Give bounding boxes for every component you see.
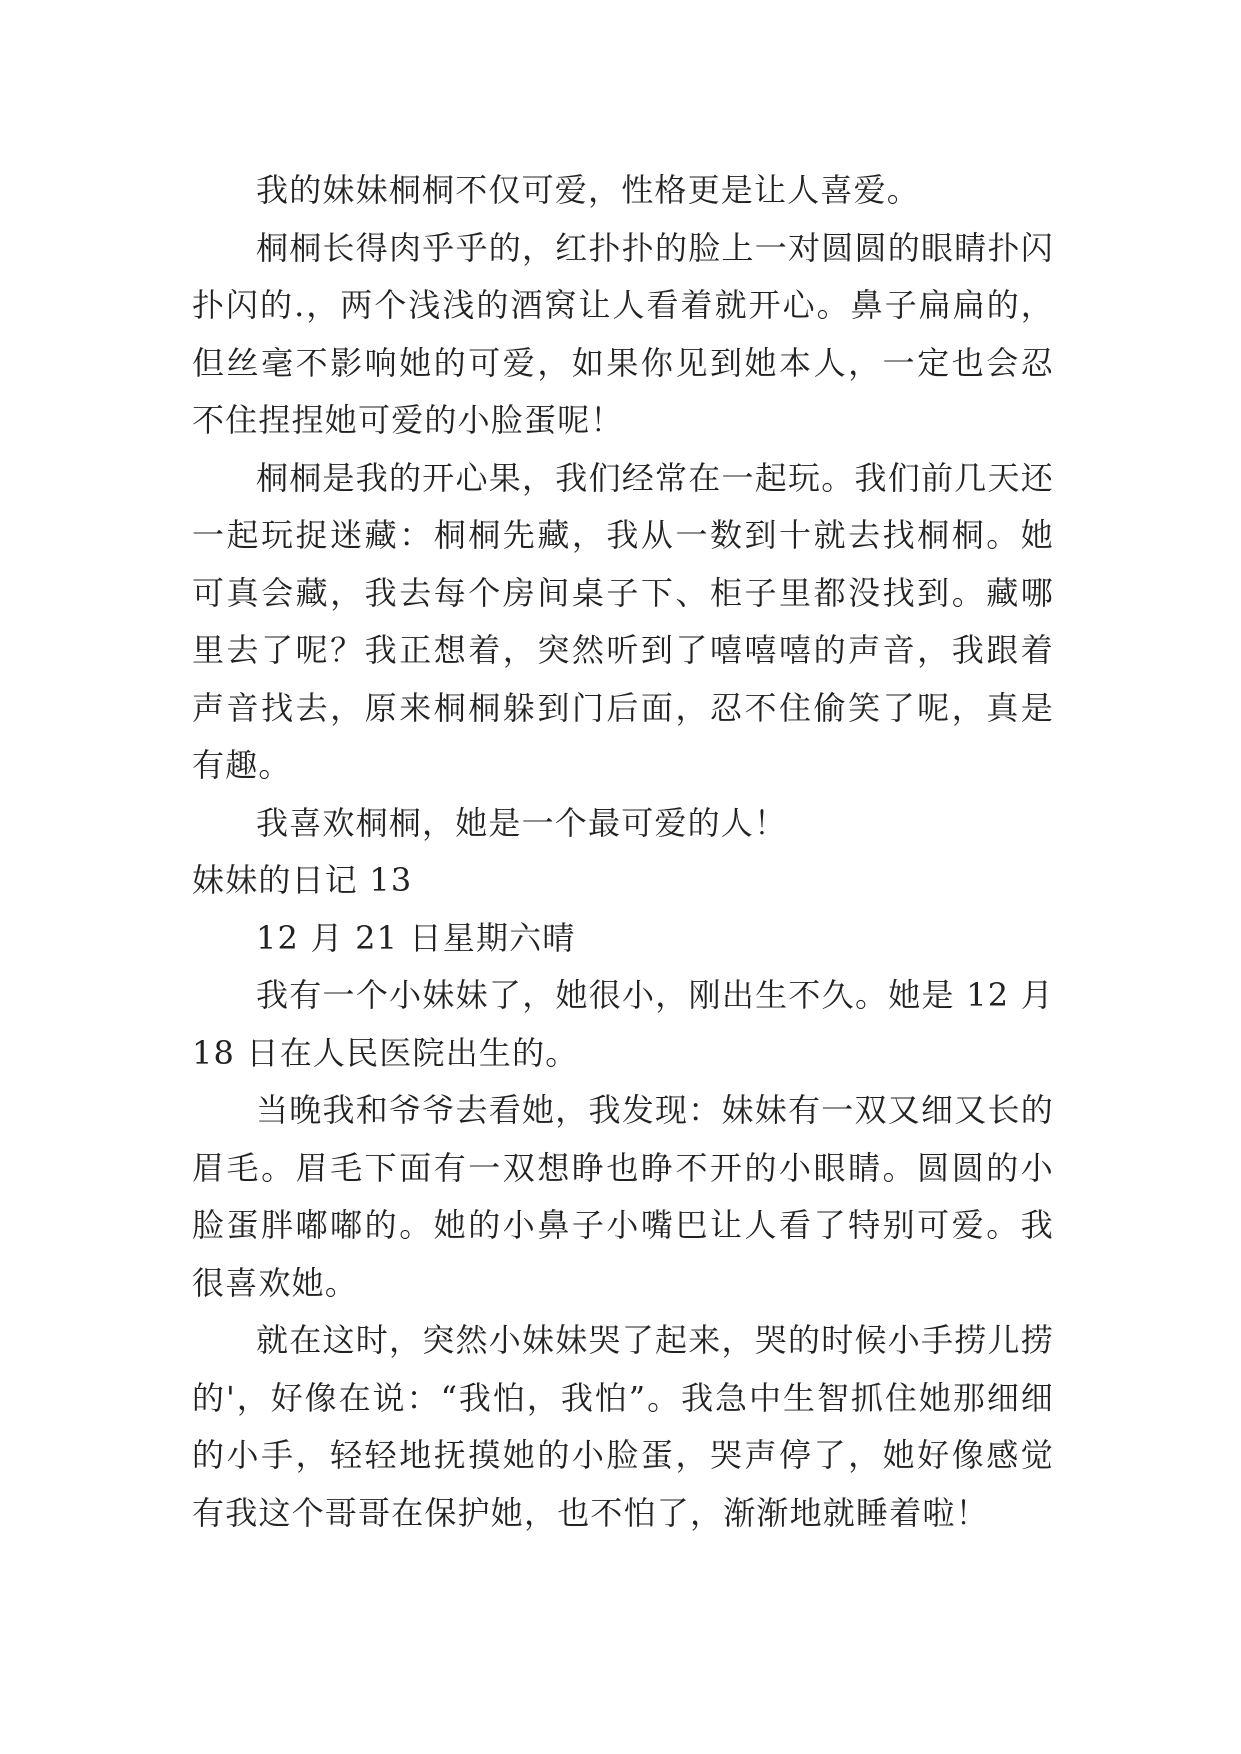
document-body xyxy=(192,162,1054,1542)
section-heading: 妹妹的日记 13 xyxy=(192,861,413,899)
paragraph: 桐桐长得肉乎乎的，红扑扑的脸上一对圆圆的眼睛扑闪扑闪的.，两个浅浅的酒窝让人看着就开心。鼻子扁扁的，但丝毫不影响她的可爱，如果你见到她本人，一定也会忍不住捏捏她可爱的小脸蛋呢！ xyxy=(192,228,1054,439)
paragraph: 当晚我和爷爷去看她，我发现：妹妹有一双又细又长的眉毛。眉毛下面有一双想睁也睁不开的小眼睛。圆圆的小脸蛋胖嘟嘟的。她的小鼻子小嘴巴让人看了特别可爱。我很喜欢她。 xyxy=(192,1091,1054,1302)
paragraph: 我的妹妹桐桐不仅可爱，性格更是让人喜爱。 xyxy=(256,171,921,209)
paragraph: 我喜欢桐桐，她是一个最可爱的人！ xyxy=(256,803,788,842)
diary-date-line: 12 月 21 日星期六晴 xyxy=(256,918,576,957)
paragraph: 我有一个小妹妹了，她很小，刚出生不久。她是 12 月 18 日在人民医院出生的。 xyxy=(192,976,1054,1072)
paragraph: 就在这时，突然小妹妹哭了起来，哭的时候小手捞儿捞的'，好像在说：“我怕，我怕”。我急中生智抓住她那细细的小手，轻轻地抚摸她的小脸蛋，哭声停了，她好像感觉有我这个哥哥在保护她，也不怕了，渐渐地就睡着啦！ xyxy=(192,1321,1054,1532)
paragraph: 桐桐是我的开心果，我们经常在一起玩。我们前几天还一起玩捉迷藏：桐桐先藏，我从一数到十就去找桐桐。她可真会藏，我去每个房间桌子下、柜子里都没找到。藏哪里去了呢？我正想着，突然听到了嘻嘻嘻的声音，我跟着声音找去，原来桐桐躲到门后面，忍不住偷笑了呢，真是有趣。 xyxy=(192,458,1054,784)
